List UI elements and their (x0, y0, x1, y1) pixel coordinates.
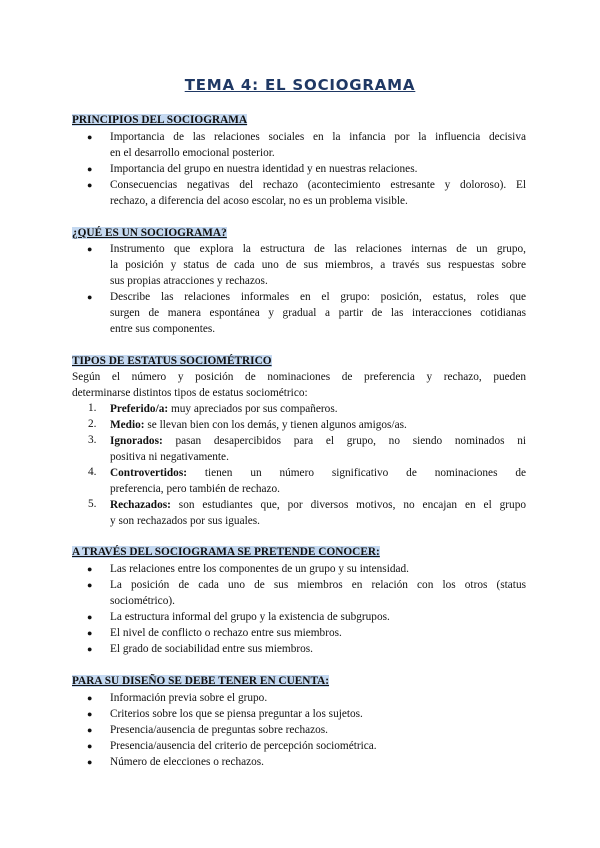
text-line: positiva ni negativamente. (110, 451, 229, 463)
list-number: 5. (88, 498, 97, 510)
section-heading-que-es: ¿QUÉ ES UN SOCIOGRAMA? (72, 227, 227, 239)
section-heading-conocer: A TRAVÉS DEL SOCIOGRAMA SE PRETENDE CONOCER: (72, 546, 380, 558)
text-line: Instrumento que explora la estructura de las relaciones internas de un grupo, (110, 243, 526, 255)
bullet-icon: ● (87, 132, 93, 142)
bullet-icon: ● (87, 628, 93, 638)
text-line: entre sus componentes. (110, 323, 216, 335)
text-line: sociométrico). (110, 595, 175, 607)
page-title: TEMA 4: EL SOCIOGRAMA (184, 76, 416, 94)
bullet-icon: ● (87, 725, 93, 735)
bullet-icon: ● (87, 580, 93, 590)
list-item: Ignorados: pasan desapercibidos para el grupo, no siendo nominados ni (110, 435, 526, 447)
text-line: la posición y status de cada uno de sus miembros, a través sus respuestas sobre (110, 259, 526, 271)
bullet-icon: ● (87, 180, 93, 190)
text-line: y son rechazados por sus iguales. (110, 515, 260, 527)
text-line: Presencia/ausencia de preguntas sobre rechazos. (110, 724, 328, 736)
bullet-icon: ● (87, 693, 93, 703)
bullet-icon: ● (87, 644, 93, 654)
text-line: sus propias atracciones y rechazos. (110, 275, 268, 287)
bullet-icon: ● (87, 741, 93, 751)
bullet-icon: ● (87, 564, 93, 574)
text-line: determinarse distintos tipos de estatus sociométrico: (72, 387, 308, 399)
text-line: Información previa sobre el grupo. (110, 692, 268, 704)
text-line: surgen de manera espontánea y gradual a partir de las interacciones cotidianas (110, 307, 526, 319)
text-line: en el desarrollo emocional posterior. (110, 147, 275, 159)
text-line: Importancia de las relaciones sociales en la infancia por la influencia decisiva (110, 131, 526, 143)
list-number: 3. (88, 434, 97, 446)
list-number: 4. (88, 466, 97, 478)
list-item: Controvertidos: tienen un número significativo de nominaciones de (110, 467, 526, 479)
bullet-icon: ● (87, 757, 93, 767)
list-number: 2. (88, 418, 97, 430)
text-line: Importancia del grupo en nuestra identidad y en nuestras relaciones. (110, 163, 418, 175)
text-line: Las relaciones entre los componentes de un grupo y su intensidad. (110, 563, 409, 575)
section-heading-principios: PRINCIPIOS DEL SOCIOGRAMA (72, 114, 248, 126)
text-line: Consecuencias negativas del rechazo (acontecimiento estresante y doloroso). El (110, 179, 526, 191)
text-line: El grado de sociabilidad entre sus miembros. (110, 643, 313, 655)
list-item: Medio: se llevan bien con los demás, y tienen algunos amigos/as. (110, 419, 407, 431)
text-line: preferencia, pero también de rechazo. (110, 483, 280, 495)
section-heading-tipos: TIPOS DE ESTATUS SOCIOMÉTRICO (72, 355, 272, 367)
bullet-icon: ● (87, 244, 93, 254)
bullet-icon: ● (87, 292, 93, 302)
text-line: Según el número y posición de nominaciones de preferencia y rechazo, pueden (72, 371, 526, 383)
section-heading-diseno: PARA SU DISEÑO SE DEBE TENER EN CUENTA: (72, 675, 330, 687)
text-line: El nivel de conflicto o rechazo entre sus miembros. (110, 627, 342, 639)
bullet-icon: ● (87, 164, 93, 174)
text-line: La estructura informal del grupo y la existencia de subgrupos. (110, 611, 390, 623)
text-line: Presencia/ausencia del criterio de percepción sociométrica. (110, 740, 377, 752)
text-line: Describe las relaciones informales en el grupo: posición, estatus, roles que (110, 291, 526, 303)
list-item: Preferido/a: muy apreciados por sus compañeros. (110, 403, 338, 415)
text-line: La posición de cada uno de sus miembros en relación con los otros (status (110, 579, 526, 591)
text-line: Número de elecciones o rechazos. (110, 756, 265, 768)
text-line: rechazo, a diferencia del acoso escolar, no es un problema visible. (110, 195, 408, 207)
bullet-icon: ● (87, 709, 93, 719)
bullet-icon: ● (87, 612, 93, 622)
list-number: 1. (88, 402, 97, 414)
text-line: Criterios sobre los que se piensa preguntar a los sujetos. (110, 708, 363, 720)
list-item: Rechazados: son estudiantes que, por diversos motivos, no encajan en el grupo (110, 499, 526, 511)
